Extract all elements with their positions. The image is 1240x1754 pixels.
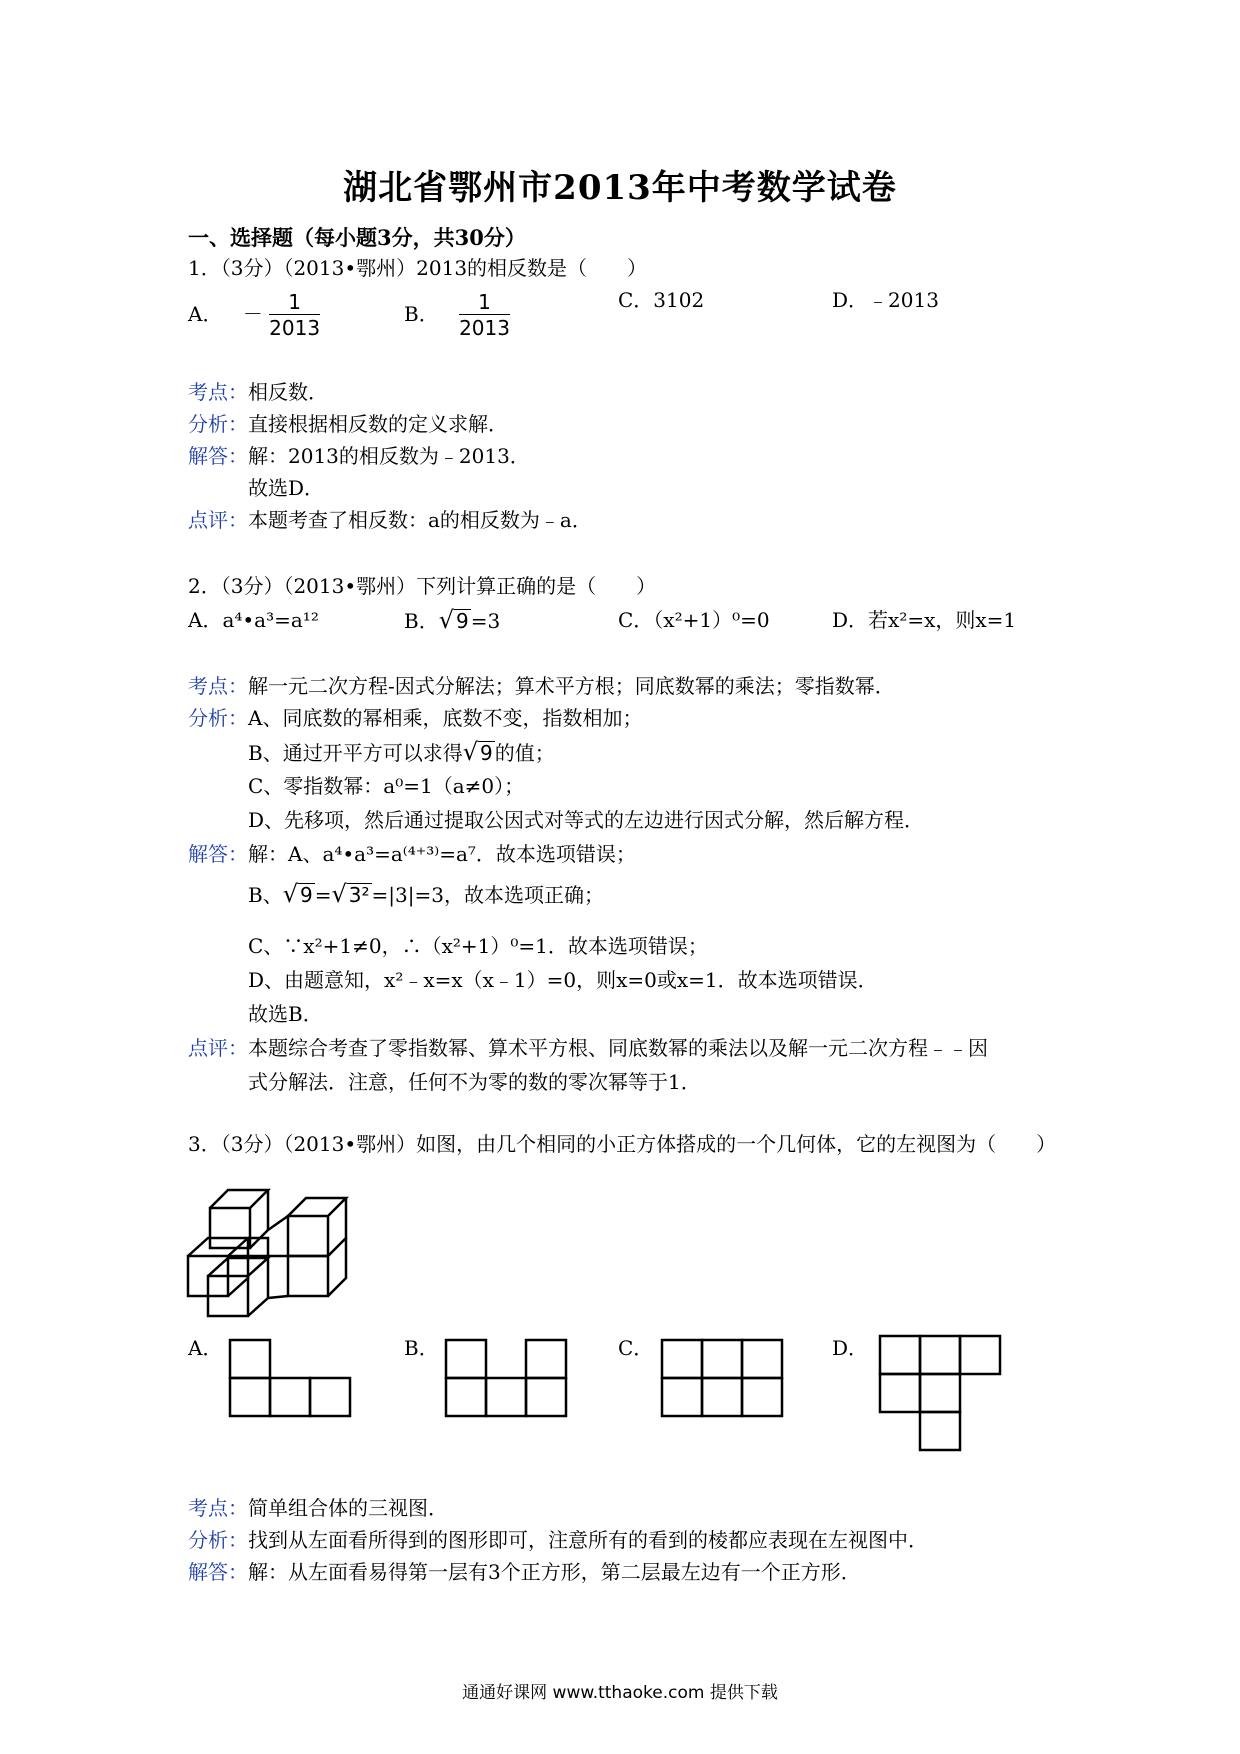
q1-option-a-denominator: 2013 — [269, 316, 321, 340]
q3-option-a-label: A． — [188, 1336, 223, 1360]
q2-kaodian — [188, 672, 895, 700]
q2-stem: 2．（3分）（2013•鄂州）下列计算正确的是（ ） — [188, 574, 657, 598]
jieda-label: 解答： — [188, 1560, 248, 1584]
q1-option-b-fraction — [459, 290, 510, 341]
q2-jieda-c: C、∵x²+1≠0，∴（x²+1）⁰=1．故本选项错误； — [248, 934, 708, 958]
q3-option-d-label: D． — [832, 1336, 869, 1360]
q1-option-a-sign: － — [242, 302, 263, 326]
q1-fenxi — [188, 410, 508, 438]
page-title: 湖北省鄂州市2013年中考数学试卷 — [343, 168, 897, 208]
q2-fenxi-c: C、零指数幂：a⁰=1（a≠0）； — [248, 774, 525, 798]
q2-jieda-d: D、由题意知，x²﹣x=x（x﹣1）=0，则x=0或x=1．故本选项错误． — [248, 968, 878, 992]
q2-dianping-text: 本题综合考查了零指数幂、算术平方根、同底数幂的乘法以及解一元二次方程﹣﹣因 — [248, 1036, 988, 1060]
q2-dianping — [188, 1034, 988, 1062]
q2-dianping-cont: 式分解法．注意，任何不为零的数的零次幂等于1． — [248, 1070, 701, 1094]
q3-jieda — [188, 1558, 861, 1586]
q3-fenxi-text: 找到从左面看所得到的图形即可，注意所有的看到的棱都应表现在左视图中． — [248, 1528, 928, 1552]
q1-stem: 1．（3分）（2013•鄂州）2013的相反数是（ ） — [188, 256, 648, 280]
dianping-label: 点评： — [188, 508, 248, 532]
radical-sign: √ — [462, 738, 478, 766]
q3-stem: 3．（3分）（2013•鄂州）如图，由几个相同的小正方体搭成的一个几何体，它的左视图为（ ） — [188, 1132, 1057, 1156]
q1-option-d: D．﹣2013 — [832, 288, 939, 312]
q2-option-b-label: B． — [404, 609, 439, 633]
q2-option-b-radicand: 9 — [456, 609, 469, 633]
q1-option-a-numerator: 1 — [269, 290, 320, 315]
dianping-label: 点评： — [188, 1036, 248, 1060]
jieda-label: 解答： — [188, 444, 248, 468]
q3-cube-figure — [188, 1168, 368, 1308]
q1-option-a-label: A． — [188, 302, 223, 326]
q2-jieda-b — [248, 880, 604, 909]
fenxi-label: 分析： — [188, 412, 248, 436]
q2-kaodian-text: 解一元二次方程-因式分解法；算术平方根；同底数幂的乘法；零指数幂． — [248, 674, 895, 698]
q3-kaodian-text: 简单组合体的三视图． — [248, 1496, 448, 1520]
q3-option-c-label: C． — [618, 1336, 654, 1360]
q1-option-a-fraction — [269, 290, 320, 341]
q1-option-b-denominator: 2013 — [459, 316, 510, 340]
q3-fenxi — [188, 1526, 928, 1554]
jieda-label: 解答： — [188, 842, 248, 866]
q2-jieda-b-label: B、 — [248, 883, 283, 907]
q1-option-a — [188, 290, 320, 341]
radical-sign: √ — [438, 606, 454, 634]
q2-jieda-answer: 故选B． — [248, 1002, 323, 1026]
q2-jieda-b-post: =|3|=3，故本选项正确； — [371, 883, 604, 907]
section-heading: 一、选择题（每小题3分，共30分） — [188, 225, 526, 250]
q2-fenxi-a: A、同底数的幂相乘，底数不变，指数相加； — [248, 706, 643, 730]
q1-kaodian-text: 相反数． — [248, 380, 328, 404]
q2-option-b-result: =3 — [470, 609, 501, 633]
q1-jieda-text: 解：2013的相反数为﹣2013． — [248, 444, 530, 468]
q3-kaodian — [188, 1494, 448, 1522]
q2-option-a: A．a⁴•a³=a¹² — [188, 608, 319, 632]
q1-jieda-answer: 故选D． — [248, 476, 325, 500]
q1-dianping-text: 本题考查了相反数：a的相反数为﹣a． — [248, 508, 592, 532]
q1-dianping — [188, 506, 592, 534]
q2-fenxi — [188, 704, 642, 732]
q2-jieda-a: 解：A、a⁴•a³=a⁽⁴⁺³⁾=a⁷．故本选项错误； — [248, 842, 636, 866]
q2-option-d: D．若x²=x，则x=1 — [832, 608, 1017, 632]
fenxi-label: 分析： — [188, 706, 248, 730]
q2-fenxi-b-text: B、通过开平方可以求得 — [248, 741, 463, 765]
kaodian-label: 考点： — [188, 674, 248, 698]
q2-jieda-b-radicand2: 3² — [348, 883, 370, 907]
q2-fenxi-b-post: 的值； — [494, 741, 555, 765]
q3-option-b-figure — [444, 1338, 574, 1428]
q2-option-c: C．（x²+1）⁰=0 — [618, 608, 770, 632]
q2-jieda-b-radicand1: 9 — [300, 883, 313, 907]
q3-jieda-text: 解：从左面看易得第一层有3个正方形，第二层最左边有一个正方形． — [248, 1560, 861, 1584]
page-footer: 通通好课网 www.tthaoke.com 提供下载 — [462, 1683, 778, 1703]
q2-jieda-b-equals: = — [314, 883, 332, 907]
q1-fenxi-text: 直接根据相反数的定义求解． — [248, 412, 508, 436]
q2-option-b — [404, 606, 500, 635]
q3-option-a-figure — [228, 1338, 358, 1428]
kaodian-label: 考点： — [188, 1496, 248, 1520]
radical-sign: √ — [331, 880, 347, 908]
q1-option-b-numerator: 1 — [459, 290, 510, 315]
q1-kaodian — [188, 378, 328, 406]
q3-option-b-label: B． — [404, 1336, 439, 1360]
kaodian-label: 考点： — [188, 380, 248, 404]
q2-jieda — [188, 840, 636, 868]
q1-option-b — [404, 290, 510, 341]
q3-option-d-figure — [878, 1334, 1008, 1464]
q2-fenxi-d: D、先移项，然后通过提取公因式对等式的左边进行因式分解，然后解方程． — [248, 808, 925, 832]
q2-fenxi-b-radicand: 9 — [480, 741, 493, 765]
q1-option-b-label: B． — [404, 302, 439, 326]
q1-jieda — [188, 442, 530, 470]
fenxi-label: 分析： — [188, 1528, 248, 1552]
radical-sign: √ — [282, 880, 298, 908]
q1-option-c: C．3102 — [618, 288, 705, 312]
q2-fenxi-b — [248, 738, 555, 767]
q3-option-c-figure — [660, 1338, 790, 1428]
